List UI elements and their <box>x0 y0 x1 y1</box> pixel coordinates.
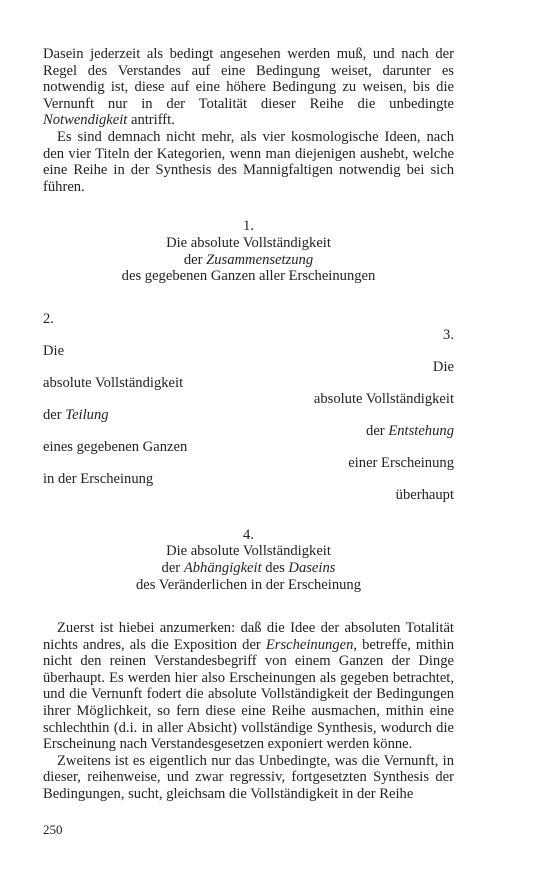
page-number: 250 <box>43 822 63 837</box>
idea-4-line-2: der Abhängigkeit des Daseins <box>161 559 336 576</box>
paragraph-4: Zweitens ist es eigentlich nur das Unbedingte, was die Vernunft, in dieser, reihenweise, und zwar regressiv, fortgesetzten Synthesis der Bedingungen, sucht, gleichsam die Vollständigkeit in der Reihe <box>43 752 454 803</box>
idea-2-line-1: Die <box>43 342 65 359</box>
idea-3-line-3: der Entstehung <box>366 422 454 439</box>
ideas-2-3 <box>43 311 454 501</box>
idea-3-line-4: einer Erscheinung <box>348 454 454 471</box>
idea-1-line-2: der Zusammensetzung <box>183 251 314 268</box>
idea-3-line-5: überhaupt <box>395 486 454 503</box>
idea-1-line-3: des gegebenen Ganzen aller Erscheinungen <box>121 268 376 285</box>
idea-3-number: 3. <box>443 326 454 343</box>
paragraph-3: Zuerst ist hiebei anzumerken: daß die Idee der absoluten Totalität nichts andres, als die Exposition der Erscheinungen, betreffe, mithin nicht den reinen Verstandesbegriff von einem Ganzen der Dinge überhaupt. Es werden hier also Erscheinungen als gegeben betrachtet, und die Vernunft fodert die absolute Vollständigkeit der Bedingungen ihrer Möglichkeit, so fern diese eine Reihe ausmachen, mithin eine schlechthin (d.i. in aller Absicht) vollständige Synthesis, wodurch die Erscheinung nach Verstandesgesetzen exponiert werden könne. <box>43 620 455 753</box>
idea-2-number: 2. <box>43 310 54 327</box>
idea-2-line-3: der Teilung <box>43 406 109 423</box>
idea-4-line-3: des Veränderlichen in der Erscheinung <box>135 576 362 593</box>
paragraph-1: Dasein jederzeit als bedingt angesehen werden muß, und nach der Regel des Verstandes auf eine Bedingung weiset, darunter es notwendig ist, diese auf eine höhere Bedingung zu weisen, bis die Vernunft nur in der Totalität dieser Reihe die unbedingte Notwendigkeit antrifft. <box>43 46 454 129</box>
idea-1-line-1: Die absolute Vollständigkeit <box>166 234 331 251</box>
idea-2-line-5: in der Erscheinung <box>43 470 154 487</box>
idea-1 <box>43 218 454 284</box>
paragraph-2: Es sind demnach nicht mehr, als vier kosmologische Ideen, nach den vier Titeln der Kategorien, wenn man diejenigen aushebt, welche eine Reihe in der Synthesis des Mannigfaltigen notwendig bei sich führen. <box>43 128 454 195</box>
idea-4-line-1: Die absolute Vollständigkeit <box>166 543 331 560</box>
idea-4-number: 4. <box>243 526 254 543</box>
idea-1-number: 1. <box>243 218 254 235</box>
idea-3-line-1: Die <box>432 358 454 375</box>
idea-3-line-2: absolute Vollständigkeit <box>313 390 454 407</box>
idea-4 <box>43 527 454 593</box>
idea-2-line-4: eines gegebenen Ganzen <box>43 438 188 455</box>
idea-2-line-2: absolute Vollständigkeit <box>43 374 184 391</box>
page-body <box>43 46 454 803</box>
